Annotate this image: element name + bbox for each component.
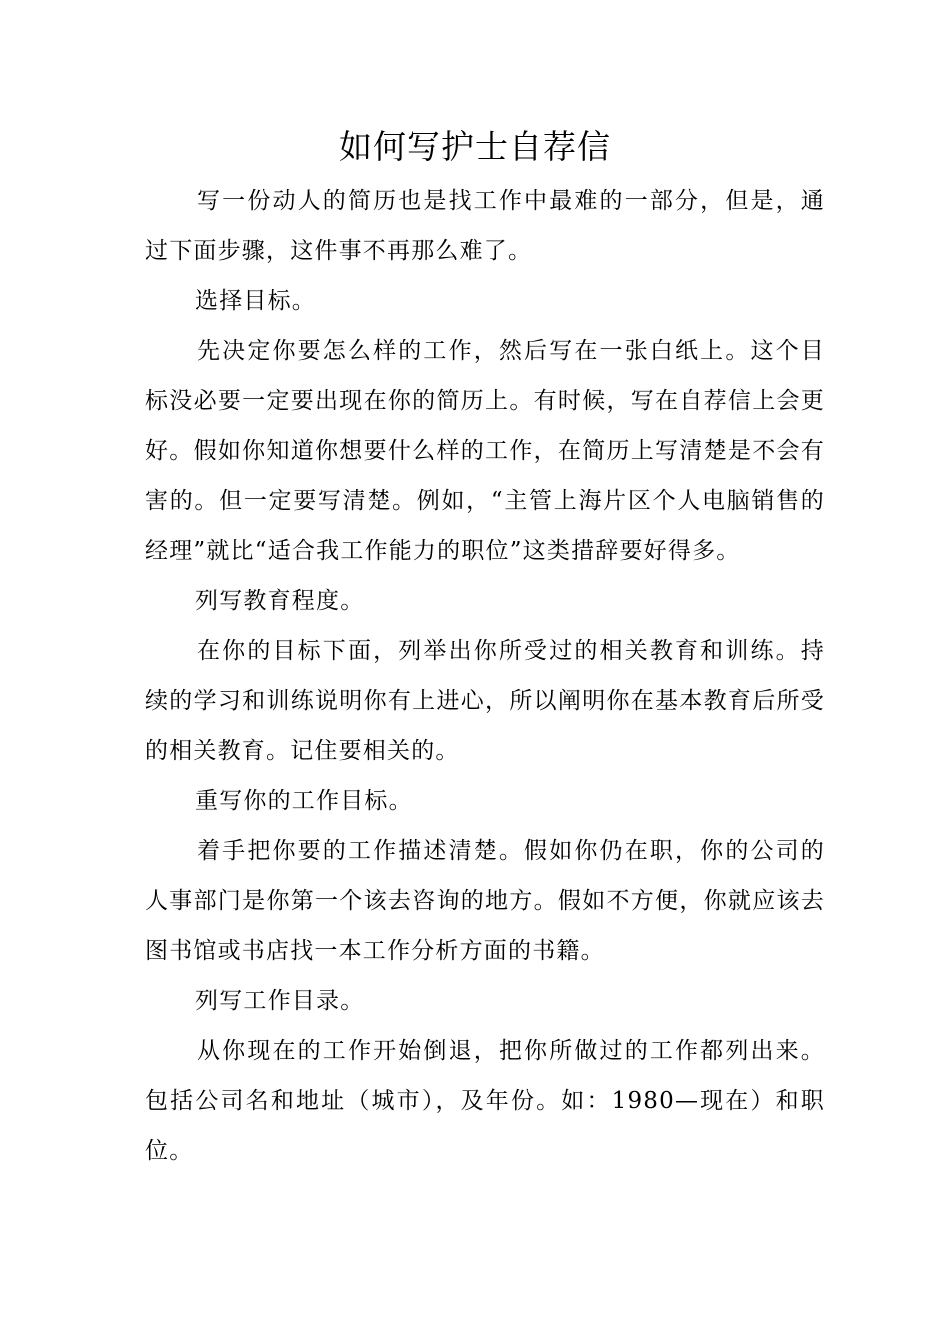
paragraph-intro: 写一份动人的简历也是找工作中最难的一部分，但是，通过下面步骤，这件事不再那么难了。 — [145, 188, 825, 264]
section-heading-education: 列写教育程度。 — [195, 588, 365, 614]
document-body — [145, 176, 825, 1176]
paragraph-work-list: 从你现在的工作开始倒退，把你所做过的工作都列出来。包括公司名和地址（城市），及年份。如：1980—现在）和职位。 — [145, 1038, 825, 1164]
section-heading-rewrite-goal: 重写你的工作目标。 — [195, 788, 413, 814]
paragraph-goal: 先决定你要怎么样的工作，然后写在一张白纸上。这个目标没必要一定要出现在你的简历上。有时候，写在自荐信上会更好。假如你知道你想要什么样的工作，在简历上写清楚是不会有害的。但一定要写清楚。例如，“主管上海片区个人电脑销售的经理”就比“适合我工作能力的职位”这类措辞要好得多。 — [145, 338, 825, 564]
paragraph-education: 在你的目标下面，列举出你所受过的相关教育和训练。持续的学习和训练说明你有上进心，所以阐明你在基本教育后所受的相关教育。记住要相关的。 — [145, 638, 825, 764]
section-heading-work-list: 列写工作目录。 — [195, 988, 365, 1014]
document-title: 如何写护士自荐信 — [339, 127, 611, 166]
paragraph-rewrite-goal: 着手把你要的工作描述清楚。假如你仍在职，你的公司的人事部门是你第一个该去咨询的地方。假如不方便，你就应该去图书馆或书店找一本工作分析方面的书籍。 — [145, 838, 825, 964]
section-heading-goal: 选择目标。 — [195, 288, 316, 314]
